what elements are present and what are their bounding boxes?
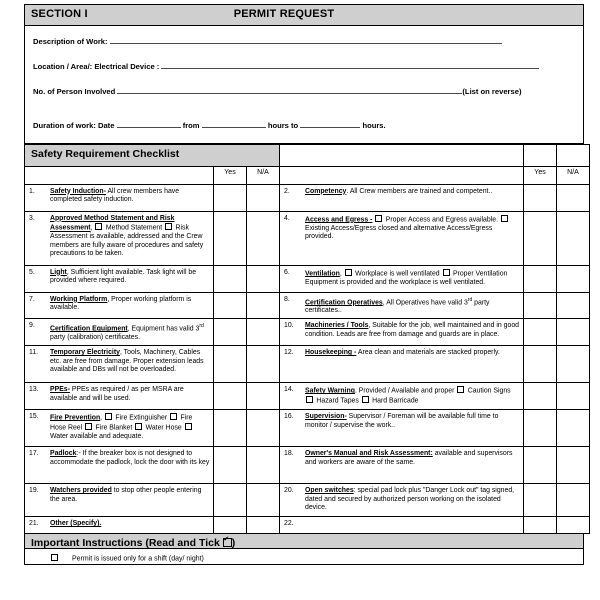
inline-checkbox-icon[interactable]	[501, 215, 508, 222]
checklist-row	[25, 346, 590, 383]
inline-checkbox-icon[interactable]	[105, 413, 112, 420]
duration-row	[33, 119, 575, 131]
persons-involved-label: No. of Person Involved	[33, 87, 116, 96]
checkbox-right-yes[interactable]	[524, 319, 557, 346]
checklist-title-row	[25, 145, 590, 167]
checkbox-right-yes[interactable]	[524, 517, 557, 534]
header-right-yes: Yes	[524, 167, 557, 185]
inline-checkbox-icon[interactable]	[185, 423, 192, 430]
safety-requirement-checklist	[24, 144, 590, 534]
item-number: 10.	[284, 321, 294, 329]
section-label: SECTION I	[31, 8, 88, 20]
persons-involved-note: (List on reverse)	[462, 87, 522, 96]
description-of-work-input[interactable]	[110, 35, 502, 44]
duration-to-input[interactable]	[300, 119, 360, 128]
checkbox-left-yes[interactable]	[214, 383, 247, 410]
item-text: Safety Warning. Provided / Available and proper Caution Signs Hazard Tapes Hard Barricade	[305, 387, 511, 405]
checkbox-left-na[interactable]	[247, 319, 280, 346]
checklist-row	[25, 484, 590, 517]
item-text: Open switches: special pad lock plus "Danger Lock out" tag signed, dated and secured by authorized person working on the isolated device.	[305, 486, 515, 512]
checkbox-right-yes[interactable]	[524, 447, 557, 484]
tick-icon	[223, 538, 232, 547]
checklist-item-left	[25, 266, 213, 288]
location-area-input[interactable]	[161, 60, 539, 69]
checkbox-right-na[interactable]	[557, 383, 590, 410]
item-number: 5.	[29, 268, 35, 276]
inline-checkbox-icon[interactable]	[375, 215, 382, 222]
checklist-item-left	[25, 383, 213, 405]
checkbox-right-na[interactable]	[557, 319, 590, 346]
checklist-row	[25, 410, 590, 447]
checkbox-left-na[interactable]	[247, 447, 280, 484]
duration-label: Duration of work: Date	[33, 121, 115, 130]
item-text: Other (Specify).	[50, 519, 102, 527]
checkbox-right-yes[interactable]	[524, 346, 557, 383]
checklist-item-right	[280, 185, 523, 199]
item-number: 2.	[284, 187, 290, 195]
inline-checkbox-icon[interactable]	[85, 423, 92, 430]
checkbox-left-na[interactable]	[247, 517, 280, 534]
checkbox-right-na[interactable]	[557, 346, 590, 383]
inline-checkbox-icon[interactable]	[362, 396, 369, 403]
checklist-item-left	[25, 346, 213, 377]
persons-involved-row	[33, 85, 575, 97]
checkbox-left-yes[interactable]	[214, 212, 247, 266]
location-area-label: Location / Area/: Electrical Device :	[33, 62, 160, 71]
checklist-item-left	[25, 517, 213, 531]
item-text: Certification Equipment, Equipment has valid 3rd party (calibration) certificates.	[50, 322, 204, 341]
item-text: PPEs- PPEs as required / as per MSRA are available and will be used.	[50, 385, 184, 402]
checkbox-right-na[interactable]	[557, 410, 590, 447]
duration-hours-to-label: hours to	[267, 121, 299, 130]
checkbox-right-na[interactable]	[557, 293, 590, 319]
item-text: Access and Egress - Proper Access and Egress available. Existing Access/Egress closed and alternative Access/Egress provided.	[305, 215, 520, 242]
checklist-title-spacer-yes	[524, 145, 557, 167]
checklist-item-left	[25, 293, 213, 315]
header-right-na: N/A	[557, 167, 590, 185]
checkbox-left-na[interactable]	[247, 410, 280, 447]
checkbox-right-yes[interactable]	[524, 212, 557, 266]
inline-checkbox-icon[interactable]	[443, 269, 450, 276]
location-area-row	[33, 60, 575, 72]
item-number: 17.	[29, 449, 39, 457]
checklist-row	[25, 185, 590, 212]
checklist-column-headers	[25, 167, 590, 185]
item-number: 12.	[284, 348, 294, 356]
checklist-item-left	[25, 410, 213, 444]
checkbox-left-na[interactable]	[247, 266, 280, 293]
header-left-yes: Yes	[214, 167, 247, 185]
item-text: Housekeeping - Area clean and materials are stacked properly.	[305, 348, 500, 356]
important-instructions-label-suffix: )	[231, 537, 236, 550]
item-text: Safety Induction- All crew members have completed safety induction.	[50, 187, 180, 204]
checklist-item-left	[25, 185, 213, 207]
checklist-row	[25, 517, 590, 534]
instruction-checkbox-icon[interactable]	[51, 554, 58, 561]
checkbox-left-yes[interactable]	[214, 484, 247, 517]
header-right-items	[280, 167, 524, 185]
checklist-row	[25, 266, 590, 293]
checklist-row	[25, 319, 590, 346]
inline-checkbox-icon[interactable]	[345, 269, 352, 276]
checkbox-left-yes[interactable]	[214, 410, 247, 447]
checklist-item-right	[280, 484, 523, 515]
checklist-item-left	[25, 484, 213, 506]
item-number: 18.	[284, 449, 294, 457]
checklist-item-right	[280, 383, 523, 408]
inline-checkbox-icon[interactable]	[135, 423, 142, 430]
checkbox-right-yes[interactable]	[524, 383, 557, 410]
item-text: Padlock:- If the breaker box is not designed to accommodate the padlock, lock the door with its key	[50, 449, 210, 466]
checkbox-left-yes[interactable]	[214, 293, 247, 319]
checkbox-right-na[interactable]	[557, 447, 590, 484]
checklist-title: Safety Requirement Checklist	[25, 145, 280, 167]
checkbox-left-yes[interactable]	[214, 319, 247, 346]
checklist-item-right	[280, 517, 523, 527]
header-left-na: N/A	[247, 167, 280, 185]
inline-checkbox-icon[interactable]	[457, 386, 464, 393]
item-text: Watchers provided to stop other people entering the area.	[50, 486, 202, 503]
checklist-title-spacer	[280, 145, 524, 167]
checklist-row	[25, 383, 590, 410]
checklist-row	[25, 212, 590, 266]
checkbox-right-yes[interactable]	[524, 484, 557, 517]
checklist-item-right	[280, 346, 523, 360]
checkbox-left-na[interactable]	[247, 293, 280, 319]
header-left-items	[25, 167, 214, 185]
section-header	[24, 4, 584, 26]
item-number: 9.	[29, 321, 35, 329]
item-number: 19.	[29, 486, 39, 494]
persons-involved-input[interactable]	[117, 85, 462, 94]
inline-checkbox-icon[interactable]	[306, 396, 313, 403]
checkbox-left-yes[interactable]	[214, 517, 247, 534]
checklist-item-right	[280, 410, 523, 432]
item-number: 22.	[284, 519, 294, 527]
checkbox-right-na[interactable]	[557, 185, 590, 212]
item-number: 11.	[29, 348, 39, 356]
checklist-item-left	[25, 212, 213, 261]
item-number: 6.	[284, 268, 290, 276]
checklist-item-left	[25, 447, 213, 469]
item-number: 16.	[284, 412, 294, 420]
checkbox-right-na[interactable]	[557, 212, 590, 266]
instructions-first-item-row	[24, 549, 584, 565]
duration-date-input[interactable]	[117, 119, 181, 128]
item-number: 4.	[284, 214, 290, 222]
duration-from-label: from	[182, 121, 200, 130]
item-number: 7.	[29, 295, 35, 303]
item-text: Certification Operatives, All Operatives have valid 3rd party certificates..	[305, 296, 490, 315]
checkbox-right-yes[interactable]	[524, 410, 557, 447]
checkbox-right-na[interactable]	[557, 484, 590, 517]
item-number: 15.	[29, 412, 39, 420]
checkbox-right-yes[interactable]	[524, 185, 557, 212]
duration-from-input[interactable]	[202, 119, 266, 128]
checklist-title-spacer-na	[557, 145, 590, 167]
checkbox-left-yes[interactable]	[214, 447, 247, 484]
checkbox-left-na[interactable]	[247, 185, 280, 212]
item-text: Owner's Manual and Risk Assessment: available and supervisors and workers are aware of the same.	[305, 449, 513, 466]
checklist-item-right	[280, 293, 523, 318]
important-instructions-header	[24, 534, 584, 549]
checklist-item-right	[280, 212, 523, 244]
item-number: 20.	[284, 486, 294, 494]
checkbox-left-na[interactable]	[247, 484, 280, 517]
item-text: Approved Method Statement and Risk Assessment, Method Statement Risk Assessment is available, addressed and the Crew members are fully aware of procedures and safety precautions to be taken.	[50, 214, 204, 258]
item-number: 8.	[284, 295, 290, 303]
inline-checkbox-icon[interactable]	[95, 223, 102, 230]
inline-checkbox-icon[interactable]	[165, 223, 172, 230]
checkbox-left-yes[interactable]	[214, 346, 247, 383]
item-number: 21.	[29, 519, 39, 527]
checklist-row	[25, 293, 590, 319]
checkbox-left-yes[interactable]	[214, 185, 247, 212]
item-text: Ventilation, Workplace is well ventilated Proper Ventilation Equipment is provided and the workplace is well ventilated.	[305, 270, 508, 286]
checkbox-left-na[interactable]	[247, 346, 280, 383]
item-text: Fire Prevention, Fire Extinguisher Fire Hose Reel Fire Blanket Water Hose Water available and adequate.	[50, 414, 193, 441]
checklist-item-right	[280, 447, 523, 469]
checkbox-left-na[interactable]	[247, 212, 280, 266]
item-number: 14.	[284, 385, 294, 393]
checkbox-right-yes[interactable]	[524, 293, 557, 319]
checklist-row	[25, 447, 590, 484]
item-text: Temporary Electricity, Tools, Machinery, Cables etc. are free from damage. Proper extension leads available and DBs will not be overloaded.	[50, 348, 204, 374]
checkbox-left-yes[interactable]	[214, 266, 247, 293]
item-number: 1.	[29, 187, 35, 195]
checkbox-left-na[interactable]	[247, 383, 280, 410]
page-title: PERMIT REQUEST	[233, 8, 335, 20]
description-of-work-label: Description of Work:	[33, 37, 108, 46]
important-instructions-label: Important Instructions (Read and Tick	[31, 537, 223, 550]
instruction-item-text: Permit is issued only for a shift (day/ night)	[72, 555, 204, 563]
inline-checkbox-icon[interactable]	[170, 413, 177, 420]
checklist-item-right	[280, 266, 523, 290]
item-text: Machineries / Tools, Suitable for the job, well maintained and in good condition. Leads are free from damage and guards are in place.	[305, 321, 519, 338]
checkbox-right-na[interactable]	[557, 517, 590, 534]
checkbox-right-yes[interactable]	[524, 266, 557, 293]
item-text: Working Platform, Proper working platform is available.	[50, 295, 192, 312]
item-text: Light, Sufficient light available. Task light will be provided where required.	[50, 268, 197, 285]
item-text: Competency. All Crew members are trained and competent..	[305, 187, 493, 195]
item-number: 13.	[29, 385, 39, 393]
item-text: Supervision- Supervisor / Foreman will be available full time to monitor / supervise the work..	[305, 412, 499, 429]
description-of-work-row	[33, 35, 575, 47]
checkbox-right-na[interactable]	[557, 266, 590, 293]
permit-request-fields	[24, 26, 584, 144]
checklist-item-left	[25, 319, 213, 344]
checklist-item-right	[280, 319, 523, 341]
item-number: 3.	[29, 214, 35, 222]
duration-hours-label: hours.	[362, 121, 386, 130]
